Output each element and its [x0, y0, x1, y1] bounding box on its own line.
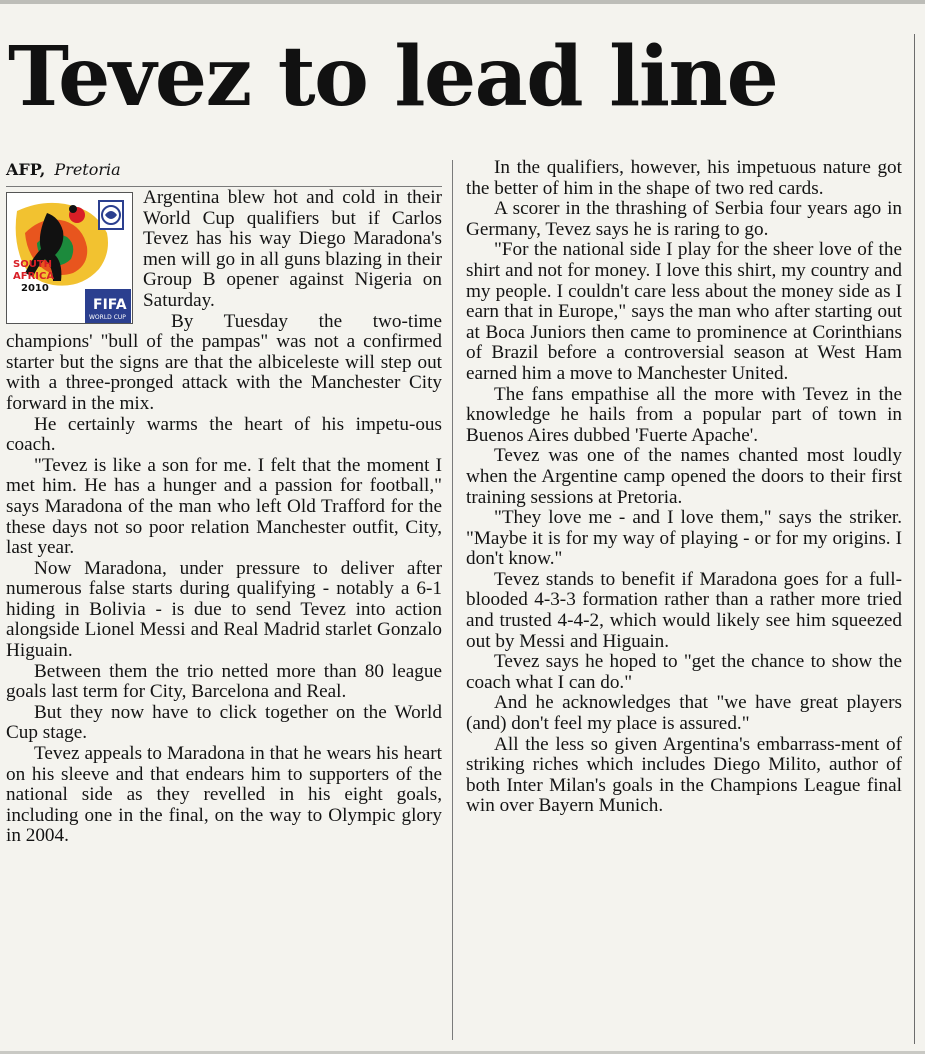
paragraph: Tevez stands to benefit if Maradona goes for a full-blooded 4-3-3 formation rather than a rather more tried and trusted 4-4-2, which would likely see him squeezed out by Messi and Higuain. — [466, 568, 902, 652]
paragraph: By Tuesday the two-time champions' "bull of the pampas" was not a confirmed starter but the signs are that the albiceleste will step out with a three-pronged attack with the Manchester City forward in the mix. — [6, 310, 442, 414]
byline-agency: AFP — [6, 160, 40, 179]
paragraph: Argentina blew hot and cold in their World Cup qualifiers but if Carlos Tevez has his way Diego Maradona's men will go in all guns blazing in their Group B opener against Nigeria on Saturday. — [143, 187, 442, 311]
paragraph: All the less so given Argentina's embarrass-ment of striking riches which includes Diego Milito, author of both Inter Milan's goals in the Champions League final win over Bayern Munich. — [466, 733, 902, 817]
column-divider — [452, 160, 453, 1040]
logo-year: 2010 — [21, 283, 49, 294]
world-cup-logo — [6, 192, 133, 324]
paragraph: A scorer in the thrashing of Serbia four years ago in Germany, Tevez says he is raring to go. — [466, 198, 902, 240]
paragraph: He certainly warms the heart of his impetu-ous coach. — [6, 413, 442, 456]
paragraph: "For the national side I play for the sheer love of the shirt and not for money. I love this shirt, my country and my people. I couldn't care less about the money side as I earn that in Europe," says the man who after starting out at Boca Juniors then came to prominence at Corinthians of Brazil before a controversial season at West Ham earned him a move to Manchester United. — [466, 239, 902, 384]
paragraph: Tevez appeals to Maradona in that he wears his heart on his sleeve and that endears him to supporters of the national side as they revelled in his eight goals, including one in the final, on the way to Olympic glory in 2004. — [6, 743, 442, 847]
byline-place: Pretoria — [54, 160, 121, 179]
logo-worldcup: WORLD CUP — [89, 314, 126, 321]
headline: Tevez to lead line — [8, 29, 778, 125]
paragraph: Now Maradona, under pressure to deliver after numerous false starts during qualifying - notably a 6-1 hiding in Bolivia - is due to send Tevez into action alongside Lionel Messi and Real Madrid starlet Gonzalo Higuain. — [6, 557, 442, 662]
paragraph: And he acknowledges that "we have great players (and) don't feel my place is assured." — [466, 692, 902, 735]
article-column-left — [6, 188, 442, 847]
paragraph: Tevez was one of the names chanted most loudly when the Argentine camp opened the doors to their first training sessions at Pretoria. — [466, 445, 902, 508]
paragraph: "They love me - and I love them," says the striker. "Maybe it is for my way of playing - or for my origins. I don't know." — [466, 507, 902, 570]
byline: AFP, Pretoria — [6, 160, 442, 187]
world-cup-emblem-icon — [7, 193, 132, 323]
paragraph: Tevez says he hoped to "get the chance to show the coach what I can do." — [466, 651, 902, 693]
article-column-right — [466, 158, 902, 817]
paragraph: Between them the trio netted more than 80 league goals last term for City, Barcelona and Real. — [6, 660, 442, 703]
paragraph: But they now have to click together on the World Cup stage. — [6, 701, 442, 744]
paragraph: "Tevez is like a son for me. I felt that the moment I met him. He has a hunger and a passion for football," says Maradona of the man who left Old Trafford for the these days not so poor relation Manchester outfit, City, last year. — [6, 454, 442, 559]
paragraph: In the qualifiers, however, his impetuous nature got the better of him in the shape of two red cards. — [466, 157, 902, 199]
logo-fifa: FIFA — [93, 297, 127, 313]
right-edge-rule — [914, 34, 915, 1044]
paragraph: The fans empathise all the more with Tevez in the knowledge he hails from a popular part of town in Buenos Aires dubbed 'Fuerte Apache'. — [466, 383, 902, 446]
logo-south: SOUTH — [13, 259, 53, 270]
logo-africa: AFRICA — [13, 271, 55, 282]
top-rule — [0, 0, 925, 4]
